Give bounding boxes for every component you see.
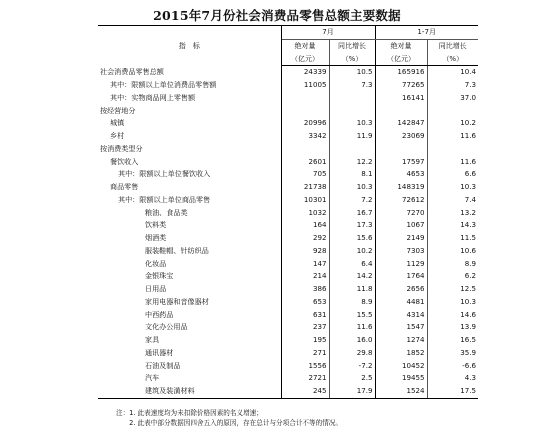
ytd-abs-value: 148319 — [375, 181, 427, 194]
ytd-abs-value: 10452 — [375, 360, 427, 373]
table-row — [98, 232, 478, 245]
ytd-growth-value: 14.6 — [460, 309, 477, 319]
month-growth-value: 12.2 — [329, 156, 375, 169]
ytd-growth-value: 13.2 — [460, 207, 477, 217]
month-abs-value: 195 — [281, 334, 329, 347]
table-row — [98, 347, 478, 360]
row-label: 其中：实物商品网上零售额 — [98, 92, 281, 105]
month-abs-value: 2721 — [281, 372, 329, 385]
table-row — [98, 309, 478, 322]
table-row — [98, 194, 478, 207]
month-abs-value: 3342 — [281, 130, 329, 143]
month-abs-value — [281, 143, 329, 156]
month-growth-value — [329, 143, 375, 156]
month-growth-value: 7.2 — [329, 194, 375, 207]
ytd-growth-value: 10.3 — [460, 296, 477, 306]
ytd-abs-value: 4314 — [375, 309, 427, 322]
row-label: 石油及制品 — [98, 360, 281, 373]
month-abs-value: 2601 — [281, 156, 329, 169]
table-row — [98, 245, 478, 258]
month-abs-value: 1032 — [281, 207, 329, 220]
retail-sales-table — [98, 25, 478, 399]
header-period-ytd: 1-7月 — [375, 26, 478, 40]
month-growth-value: 11.6 — [329, 321, 375, 334]
ytd-growth-value: 4.3 — [464, 373, 477, 383]
ytd-abs-value: 1067 — [375, 219, 427, 232]
header-month-growth: 同比增长 （%） — [329, 39, 375, 66]
row-label: 家用电器和音像器材 — [98, 296, 281, 309]
row-label: 其中：限额以上单位餐饮收入 — [98, 168, 281, 181]
ytd-abs-value: 142847 — [375, 117, 427, 130]
row-label: 饮料类 — [98, 219, 281, 232]
ytd-growth-value: 7.4 — [464, 194, 477, 204]
row-label: 中西药品 — [98, 309, 281, 322]
row-label: 餐饮收入 — [98, 156, 281, 169]
table-row — [98, 372, 478, 385]
ytd-abs-value: 16141 — [375, 92, 427, 105]
ytd-growth-value: 11.5 — [460, 233, 477, 242]
row-label: 城镇 — [98, 117, 281, 130]
month-abs-value — [281, 92, 329, 105]
row-label: 烟酒类 — [98, 232, 281, 245]
month-abs-value: 10301 — [281, 194, 329, 207]
row-label: 化妆品 — [98, 258, 281, 271]
row-label: 建筑及装潢材料 — [98, 385, 281, 398]
ytd-abs-value: 77265 — [375, 79, 427, 92]
ytd-growth-value — [427, 105, 478, 118]
month-growth-value — [329, 92, 375, 105]
ytd-abs-value: 1129 — [375, 258, 427, 271]
row-label: 金银珠宝 — [98, 270, 281, 283]
ytd-growth-value — [427, 143, 478, 156]
row-label: 通讯器材 — [98, 347, 281, 360]
table-row — [98, 168, 478, 181]
row-label: 汽车 — [98, 372, 281, 385]
ytd-abs-value: 165916 — [375, 66, 427, 79]
table-row — [98, 207, 478, 220]
row-label: 服装鞋帽、针纺织品 — [98, 245, 281, 258]
footnote-2: 2. 此表中部分数据因四舍五入的原因，存在总计与分项合计不等的情况。 — [116, 419, 342, 427]
month-growth-value: 10.3 — [329, 181, 375, 194]
month-abs-value: 386 — [281, 283, 329, 296]
table-row — [98, 296, 478, 309]
table-row — [98, 334, 478, 347]
footnotes — [116, 408, 342, 428]
ytd-abs-value: 17597 — [375, 156, 427, 169]
header-ytd-growth: 同比增长 （%） — [427, 39, 478, 66]
ytd-abs-value — [375, 105, 427, 118]
month-abs-value: 928 — [281, 245, 329, 258]
row-label: 日用品 — [98, 283, 281, 296]
ytd-growth-value: 10.6 — [460, 245, 477, 255]
table-row — [98, 283, 478, 296]
row-label: 乡村 — [98, 130, 281, 143]
month-abs-value: 245 — [281, 385, 329, 398]
month-growth-value: 8.9 — [329, 296, 375, 309]
table-row — [98, 130, 478, 143]
header-period-month: 7月 — [281, 26, 375, 40]
ytd-abs-value: 2149 — [375, 232, 427, 245]
row-label: 其中：限额以上单位商品零售 — [98, 194, 281, 207]
month-abs-value: 631 — [281, 309, 329, 322]
ytd-abs-value: 1524 — [375, 385, 427, 398]
row-label: 粮油、食品类 — [98, 207, 281, 220]
month-growth-value: 15.5 — [329, 309, 375, 322]
table-row — [98, 143, 478, 156]
table-row — [98, 105, 478, 118]
table-row — [98, 360, 478, 373]
ytd-growth-value: 13.9 — [460, 322, 477, 332]
ytd-growth-value: 12.5 — [460, 284, 477, 293]
table-row — [98, 66, 478, 79]
table-title: 2015年7月份社会消费品零售总额主要数据 — [153, 8, 401, 23]
ytd-growth-value: 14.3 — [460, 220, 477, 230]
row-label: 社会消费品零售总额 — [98, 66, 281, 79]
table-row — [98, 270, 478, 283]
ytd-growth-value: 6.2 — [464, 271, 477, 281]
ytd-growth-value: 8.9 — [464, 258, 477, 268]
row-label: 按消费类型分 — [98, 143, 281, 156]
ytd-abs-value — [375, 143, 427, 156]
month-growth-value: 10.2 — [329, 245, 375, 258]
ytd-abs-value: 1274 — [375, 334, 427, 347]
month-growth-value: 6.4 — [329, 258, 375, 271]
month-growth-value: 10.5 — [329, 66, 375, 79]
header-month-abs: 绝对量 （亿元） — [281, 39, 329, 66]
month-abs-value: 271 — [281, 347, 329, 360]
ytd-growth-value: -6.6 — [462, 360, 477, 370]
ytd-abs-value: 19455 — [375, 372, 427, 385]
month-growth-value: 17.9 — [329, 385, 375, 398]
month-growth-value: 11.9 — [329, 130, 375, 143]
month-growth-value: 16.7 — [329, 207, 375, 220]
ytd-abs-value: 4481 — [375, 296, 427, 309]
month-abs-value: 164 — [281, 219, 329, 232]
table-row — [98, 385, 478, 398]
row-label: 按经营地分 — [98, 105, 281, 118]
month-growth-value: 14.2 — [329, 270, 375, 283]
month-abs-value: 20996 — [281, 117, 329, 130]
ytd-growth-value: 6.6 — [464, 169, 477, 179]
month-abs-value — [281, 105, 329, 118]
month-growth-value: 8.1 — [329, 168, 375, 181]
ytd-growth-value: 10.3 — [460, 182, 477, 191]
month-abs-value: 705 — [281, 168, 329, 181]
row-label: 商品零售 — [98, 181, 281, 194]
ytd-growth-value: 10.4 — [460, 67, 477, 77]
table-row — [98, 181, 478, 194]
table-row — [98, 219, 478, 232]
month-abs-value: 24339 — [281, 66, 329, 79]
header-ytd-abs: 绝对量 （亿元） — [375, 39, 427, 66]
ytd-abs-value: 1764 — [375, 270, 427, 283]
header-indicator: 指 标 — [98, 26, 281, 66]
table-body — [98, 66, 478, 399]
ytd-abs-value: 4653 — [375, 168, 427, 181]
ytd-abs-value: 7270 — [375, 207, 427, 220]
month-growth-value: 29.8 — [329, 347, 375, 360]
ytd-abs-value: 23069 — [375, 130, 427, 143]
month-growth-value: -7.2 — [329, 360, 375, 373]
table-row — [98, 156, 478, 169]
month-abs-value: 1556 — [281, 360, 329, 373]
ytd-growth-value: 37.0 — [460, 92, 477, 102]
month-abs-value: 147 — [281, 258, 329, 271]
month-growth-value: 11.8 — [329, 283, 375, 296]
month-growth-value — [329, 105, 375, 118]
month-abs-value: 21738 — [281, 181, 329, 194]
month-growth-value: 17.3 — [329, 219, 375, 232]
ytd-abs-value: 72612 — [375, 194, 427, 207]
month-growth-value: 15.6 — [329, 232, 375, 245]
table-row — [98, 92, 478, 105]
table-row — [98, 79, 478, 92]
month-abs-value: 214 — [281, 270, 329, 283]
table-row — [98, 117, 478, 130]
ytd-growth-value: 17.5 — [427, 385, 478, 398]
month-growth-value: 2.5 — [329, 372, 375, 385]
ytd-growth-value: 16.5 — [460, 335, 477, 344]
table-row — [98, 258, 478, 271]
ytd-abs-value: 2656 — [375, 283, 427, 296]
ytd-abs-value: 7303 — [375, 245, 427, 258]
row-label: 文化办公用品 — [98, 321, 281, 334]
ytd-growth-value: 7.3 — [464, 80, 477, 89]
ytd-growth-value: 10.2 — [460, 118, 477, 128]
month-growth-value: 7.3 — [329, 79, 375, 92]
month-growth-value: 10.3 — [329, 117, 375, 130]
row-label: 其中：限额以上单位消费品零售额 — [98, 79, 281, 92]
row-label: 家具 — [98, 334, 281, 347]
month-abs-value: 653 — [281, 296, 329, 309]
month-abs-value: 292 — [281, 232, 329, 245]
table-row — [98, 321, 478, 334]
ytd-growth-value: 11.6 — [460, 131, 477, 140]
ytd-growth-value: 11.6 — [460, 156, 477, 166]
ytd-growth-value: 35.9 — [460, 347, 477, 357]
ytd-abs-value: 1547 — [375, 321, 427, 334]
month-abs-value: 237 — [281, 321, 329, 334]
month-abs-value: 11005 — [281, 79, 329, 92]
footnote-1: 注：1. 此表速度均为未扣除价格因素的名义增速； — [116, 409, 263, 417]
ytd-abs-value: 1852 — [375, 347, 427, 360]
month-growth-value: 16.0 — [329, 334, 375, 347]
header-row-periods — [98, 26, 478, 40]
